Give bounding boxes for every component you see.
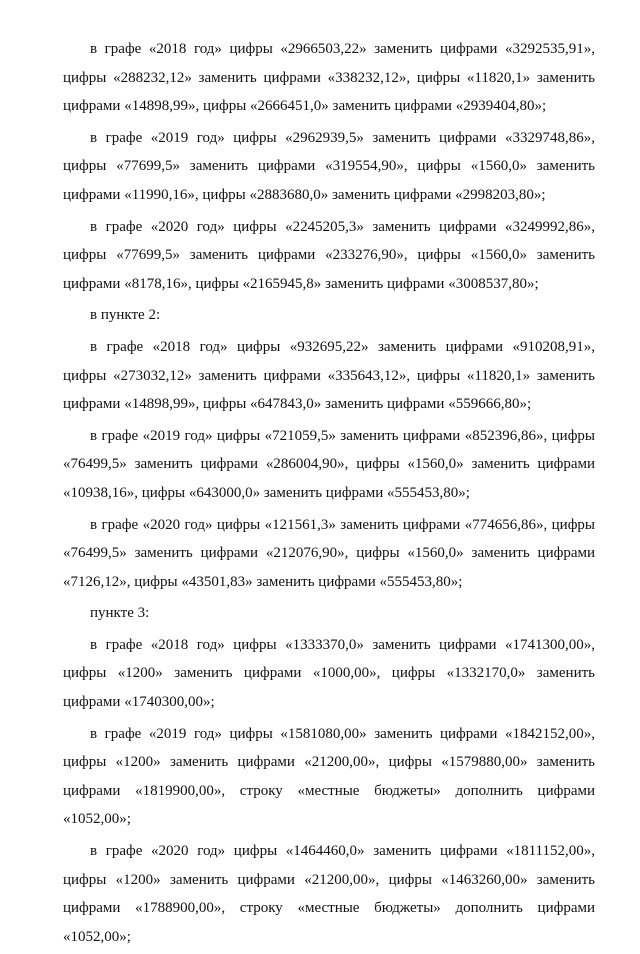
paragraph-2018-p2: в графе «2018 год» цифры «932695,22» заменить цифрами «910208,91», цифры «273032,12» заменить цифрами «335643,12», цифры «11820,1» заменить цифрами «14898,99», цифры «647843,0» заменить цифрами «559666,80»; <box>63 338 595 413</box>
paragraph-2020-p1: в графе «2020 год» цифры «2245205,3» заменить цифрами «3249992,86», цифры «77699,5» заменить цифрами «233276,90», цифры «1560,0» заменить цифрами «8178,16», цифры «2165945,8» заменить цифрами «3008537,80»; <box>63 218 595 292</box>
paragraph-2019-p1: в графе «2019 год» цифры «2962939,5» заменить цифрами «3329748,86», цифры «77699,5» заменить цифрами «319554,90», цифры «1560,0» заменить цифрами «11990,16», цифры «2883680,0» заменить цифрами «2998203,80»; <box>63 129 595 203</box>
paragraph-2020-p3: в графе «2020 год» цифры «1464460,0» заменить цифрами «1811152,00», цифры «1200» заменить цифрами «21200,00», цифры «1463260,00» заменить цифрами «1788900,00», строку «местные бюджеты» дополнить цифрами «1052,00»; <box>63 843 595 945</box>
paragraph-2018-p3: в графе «2018 год» цифры «1333370,0» заменить цифрами «1741300,00», цифры «1200» заменить цифрами «1000,00», цифры «1332170,0» заменить цифрами «1740300,00»; <box>63 636 595 711</box>
paragraph-2019-p2: в графе «2019 год» цифры «721059,5» заменить цифрами «852396,86», цифры «76499,5» заменить цифрами «286004,90», цифры «1560,0» заменить цифрами «10938,16», цифры «643000,0» заменить цифрами «555453,80»; <box>63 427 595 501</box>
heading-point-2: в пункте 2: <box>90 307 161 324</box>
paragraph-2020-p2: в графе «2020 год» цифры «121561,3» заменить цифрами «774656,86», цифры «76499,5» заменить цифрами «212076,90», цифры «1560,0» заменить цифрами «7126,12», цифры «43501,83» заменить цифрами «555453,80»; <box>63 516 595 590</box>
paragraph-2018-p1: в графе «2018 год» цифры «2966503,22» заменить цифрами «3292535,91», цифры «288232,12» заменить цифрами «338232,12», цифры «11820,1» заменить цифрами «14898,99», цифры «2666451,0» заменить цифрами «2939404,80»; <box>63 41 595 115</box>
heading-point-3: пункте 3: <box>90 605 150 622</box>
paragraph-2019-p3: в графе «2019 год» цифры «1581080,00» заменить цифрами «1842152,00», цифры «1200» заменить цифрами «21200,00», цифры «1579880,00» заменить цифрами «1819900,00», строку «местные бюджеты» дополнить цифрами «1052,00»; <box>63 725 595 828</box>
document-body <box>63 35 595 954</box>
